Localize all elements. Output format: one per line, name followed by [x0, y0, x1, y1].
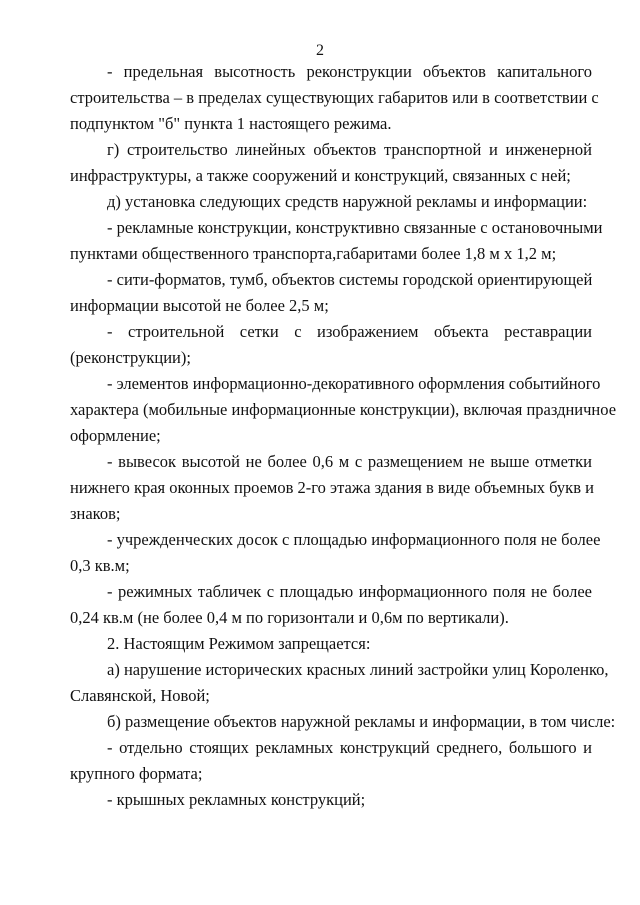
- text-line: оформление;: [70, 426, 161, 445]
- text-line: г) строительство линейных объектов транспортной и инженерной: [107, 140, 592, 159]
- text-line: - режимных табличек с площадью информационного поля не более: [107, 582, 592, 601]
- text-line: (реконструкции);: [70, 348, 191, 367]
- text-line: нижнего края оконных проемов 2-го этажа здания в виде объемных букв и: [70, 478, 594, 497]
- text-line: знаков;: [70, 504, 121, 523]
- text-line: б) размещение объектов наружной рекламы и информации, в том числе:: [107, 712, 616, 731]
- text-line: - крышных рекламных конструкций;: [107, 790, 366, 809]
- text-line: д) установка следующих средств наружной рекламы и информации:: [107, 192, 588, 211]
- text-line: подпунктом "б" пункта 1 настоящего режима.: [70, 114, 392, 133]
- text-line: - элементов информационно-декоративного оформления событийного: [107, 374, 601, 393]
- text-line: - отдельно стоящих рекламных конструкций среднего, большого и: [107, 738, 592, 757]
- text-line: - вывесок высотой не более 0,6 м с размещением не выше отметки: [107, 452, 592, 471]
- text-line: - предельная высотность реконструкции объектов капитального: [107, 62, 592, 81]
- text-line: а) нарушение исторических красных линий застройки улиц Короленко,: [107, 660, 609, 679]
- text-line: - сити-форматов, тумб, объектов системы городской ориентирующей: [107, 270, 593, 289]
- text-line: строительства – в пределах существующих габаритов или в соответствии с: [70, 88, 599, 107]
- page-number: 2: [316, 42, 324, 59]
- text-line: характера (мобильные информационные конструкции), включая праздничное: [70, 400, 617, 419]
- text-line: крупного формата;: [70, 764, 203, 783]
- text-line: пунктами общественного транспорта,габаритами более 1,8 м х 1,2 м;: [70, 244, 557, 263]
- text-line: - рекламные конструкции, конструктивно связанные с остановочными: [107, 218, 603, 237]
- text-line: 2. Настоящим Режимом запрещается:: [107, 634, 371, 653]
- text-line: Славянской, Новой;: [70, 686, 210, 705]
- text-line: инфраструктуры, а также сооружений и конструкций, связанных с ней;: [70, 166, 571, 185]
- text-line: 0,3 кв.м;: [70, 556, 130, 575]
- text-line: информации высотой не более 2,5 м;: [70, 296, 329, 315]
- text-line: - учрежденческих досок с площадью информационного поля не более: [107, 530, 601, 549]
- text-line: - строительной сетки с изображением объекта реставрации: [107, 322, 592, 341]
- text-line: 0,24 кв.м (не более 0,4 м по горизонтали и 0,6м по вертикали).: [70, 608, 509, 627]
